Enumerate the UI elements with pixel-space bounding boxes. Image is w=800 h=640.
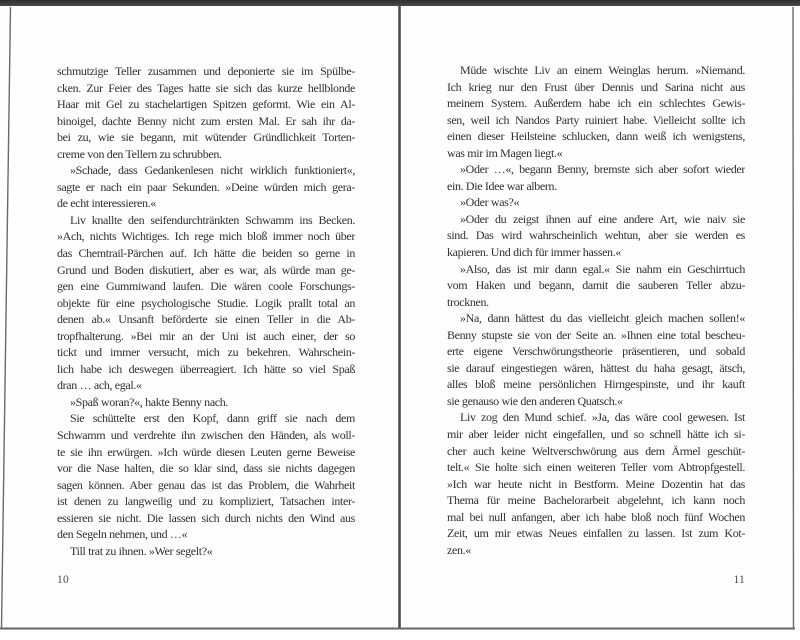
- text-line: sie genauso wie den anderen Quatsch.«: [447, 393, 623, 408]
- text-line: »Oder du zeigst ihnen auf eine andere Art, wie naiv sie: [460, 211, 745, 226]
- text-line: Zeit, um mir etwas Neues einfallen zu lassen. Ist zum Kot-: [447, 526, 745, 541]
- text-line: »Spaß woran?«, hakte Benny nach.: [70, 394, 229, 409]
- text-line: Schwamm und verdrehte ihn zwischen den Händen, als woll-: [57, 428, 355, 443]
- left-page-number: 10: [57, 574, 69, 586]
- right-page-text: [447, 62, 745, 558]
- text-line: sagte er nach ein paar Sekunden. »Deine würden mich gera-: [57, 179, 355, 194]
- text-line: »Na, dann hättest du das vielleicht gleich machen sollen!«: [460, 311, 745, 326]
- text-line: essieren sie nicht. Die lassen sich durch nichts den Wind aus: [57, 510, 355, 525]
- left-page-text: [57, 63, 355, 559]
- text-line: mal bei null anfangen, aber ich habe bloß noch fünf Wochen: [447, 509, 745, 524]
- text-line: Haar mit Gel zu stachelartigen Spitzen geformt. Wie ein Al-: [57, 97, 355, 112]
- text-line: Grund und Boden diskutiert, aber es war, als würde man ge-: [57, 262, 355, 277]
- text-line: »Ich war heute nicht in Bestform. Meine Dozentin hat das: [447, 476, 745, 491]
- text-line: Benny stupste sie von der Seite an. »Ihnen eine total bescheu-: [447, 327, 745, 342]
- text-line: sind. Das wird wahrscheinlich wehtun, aber sie werden es: [447, 228, 745, 243]
- text-line: Till trat zu ihnen. »Wer segelt?«: [70, 543, 213, 558]
- text-line: einen dieser Heilsteine schlucken, dann weiß ich wenigstens,: [447, 129, 745, 144]
- text-line: lich habe ich deswegen überreagiert. Ich hätte so viel Spaß: [57, 361, 355, 376]
- text-line: Liv knallte den seifendurchtränkten Schwamm ins Becken.: [70, 212, 355, 227]
- text-line: telt.« Sie holte sich einen weiteren Teller vom Abtropfgestell.: [447, 460, 745, 475]
- text-line: Sie schüttelte erst den Kopf, dann griff sie nach dem: [70, 411, 355, 426]
- text-line: ist denen zu langweilig und zu kompliziert, Tatsachen inter-: [57, 494, 355, 509]
- text-line: denen ab.« Unsanft beförderte sie einen Teller in die Ab-: [57, 312, 355, 327]
- text-line: te sie ihn erwürgen. »Ich würde diesen Leuten gerne Beweise: [57, 444, 355, 459]
- text-line: cher auch keine Weltverschwörung aus dem Ärmel geschüt-: [447, 443, 745, 458]
- right-page-edge-line: [793, 7, 794, 628]
- right-page-number: 11: [733, 574, 745, 586]
- text-line: meinem System. Außerdem habe ich ein schlechtes Gewis-: [447, 96, 745, 111]
- text-line: dran … ach, egal.«: [57, 378, 142, 393]
- text-line: das Chemtrail-Pärchen auf. Ich hätte die beiden so gerne in: [57, 246, 355, 261]
- text-line: tickt und immer versucht, mich zu bekehren. Wahrschein-: [57, 345, 355, 360]
- text-line: de echt interessieren.«: [57, 196, 156, 211]
- text-line: Liv zog den Mund schief. »Ja, das wäre cool gewesen. Ist: [460, 410, 745, 425]
- text-line: binoigel, dachte Benny nicht zum ersten Mal. Er sah ihr da-: [57, 113, 355, 128]
- text-line: alles bloß meine persönlichen Hirngespinste, und ihr kauft: [447, 377, 745, 392]
- text-line: bei zu, wie sie begann, mit wütender Gründlichkeit Torten-: [57, 130, 355, 145]
- text-line: »Ach, nichts Wichtiges. Ich rege mich bloß immer noch über: [57, 229, 355, 244]
- text-line: vor die Nase halten, die so klar sind, dass sie nichts dagegen: [57, 461, 355, 476]
- text-line: Ich krieg nur den Frust über Dennis und Sarina nicht aus: [447, 79, 745, 94]
- text-line: »Schade, dass Gedankenlesen nicht wirklich funktioniert«,: [70, 163, 355, 178]
- text-line: kapieren. Und dich für immer hassen.«: [447, 245, 621, 260]
- text-line: trocknen.: [447, 294, 489, 309]
- text-line: »Oder was?«: [460, 195, 520, 210]
- text-line: den Segeln nehmen, und …«: [57, 527, 188, 542]
- text-line: gen eine Gummiwand laufen. Die wären coole Forschungs-: [57, 279, 355, 294]
- text-line: sie darauf eingestiegen wären, hättest du haha gesagt, ätsch,: [447, 360, 745, 375]
- text-line: erte eigene Verschwörungstheorie präsentieren, und sobald: [447, 344, 745, 359]
- text-line: mir aber leider nicht eingefallen, und so schnell hätte ich si-: [447, 427, 745, 442]
- text-line: sen, weil ich Nandos Party ruiniert habe. Vielleicht sollte ich: [447, 112, 745, 127]
- text-line: creme von den Tellern zu schrubben.: [57, 146, 222, 161]
- text-line: zen.«: [447, 542, 471, 557]
- right-page[interactable]: [401, 6, 793, 628]
- text-line: tropfhalterung. »Bei mir an der Uni ist auch einer, der so: [57, 328, 355, 343]
- text-line: »Also, das ist mir dann egal.« Sie nahm ein Geschirrtuch: [460, 261, 745, 276]
- text-line: vom Haken und begann, damit die sauberen Teller abzu-: [447, 278, 745, 293]
- text-line: Thema für meine Bachelorarbeit abgelehnt, ich kann noch: [447, 493, 745, 508]
- text-line: was mir im Magen liegt.«: [447, 145, 563, 160]
- left-page[interactable]: [2, 6, 399, 628]
- text-line: sagen können. Aber genau das ist das Problem, die Wahrheit: [57, 477, 355, 492]
- text-line: »Oder …«, begann Benny, bremste sich aber sofort wieder: [460, 162, 745, 177]
- text-line: schmutzige Teller zusammen und deponierte sie im Spülbe-: [57, 64, 355, 78]
- text-line: cken. Zur Feier des Tages hatte sie sich das kurze hellblonde: [57, 80, 355, 95]
- text-line: ein. Die Idee war albern.: [447, 178, 557, 193]
- text-line: Müde wischte Liv an einem Weinglas herum. »Niemand.: [460, 63, 745, 77]
- text-line: objekte für eine psychologische Studie. Logik prallt total an: [57, 295, 355, 310]
